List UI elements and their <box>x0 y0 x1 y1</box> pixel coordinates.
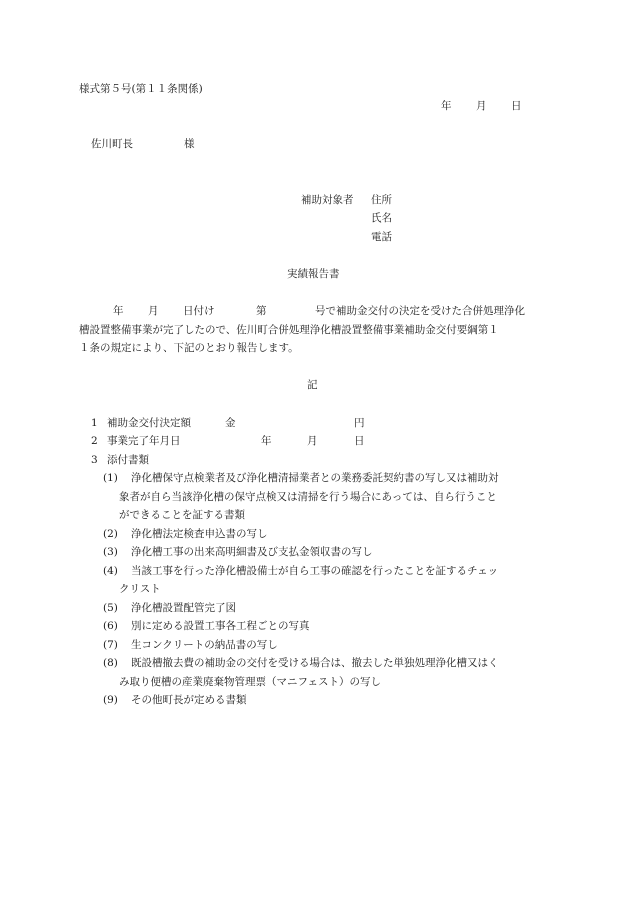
item2-month: 月 <box>307 435 318 447</box>
addressee-name: 佐川町長 <box>91 138 133 150</box>
name-label: 氏名 <box>371 212 392 224</box>
body-line2: 槽設置整備事業が完了したので、佐川町合併処理浄化槽設置整備事業補助金交付要綱第１ <box>79 324 499 336</box>
attachment-3-number: (3) <box>103 546 118 558</box>
item1-kin: 金 <box>225 417 236 429</box>
attachment-8-line-1: 既設槽撤去費の補助金の交付を受ける場合は、撤去した単独処理浄化槽又はく <box>131 657 499 669</box>
item1-label: 補助金交付決定額 <box>107 417 191 429</box>
body-line1-text: 号で補助金交付の決定を受けた合併処理浄化 <box>315 305 525 317</box>
attachment-7-line-1: 生コンクリートの納品書の写し <box>131 639 278 651</box>
body-dai: 第 <box>256 305 267 317</box>
item1-yen: 円 <box>354 417 365 429</box>
attachment-5-line-1: 浄化槽設置配管完了図 <box>131 602 236 614</box>
address-label: 住所 <box>371 194 392 206</box>
phone-label: 電話 <box>371 231 392 243</box>
attachment-1-number: (1) <box>103 472 118 484</box>
body-day-suffix: 日付け <box>183 305 215 317</box>
form-number: 様式第５号(第１１条関係) <box>79 83 203 95</box>
date-day: 日 <box>511 100 522 112</box>
attachment-8-line-2: み取り便槽の産業廃棄物管理票（マニフェスト）の写し <box>119 676 381 688</box>
attachment-1-line-2: 象者が自ら当該浄化槽の保守点検又は清掃を行う場合にあっては、自ら行うこと <box>119 491 497 503</box>
attachment-3-line-1: 浄化槽工事の出来高明細書及び支払金領収書の写し <box>131 546 373 558</box>
item2-year: 年 <box>261 435 272 447</box>
body-year: 年 <box>113 305 124 317</box>
attachment-4-line-1: 当該工事を行った浄化槽設備士が自ら工事の確認を行ったことを証するチェッ <box>131 565 499 577</box>
item2-label: 事業完了年月日 <box>107 435 181 447</box>
date-year: 年 <box>441 100 452 112</box>
attachment-9-number: (9) <box>103 694 118 706</box>
attachment-6-number: (6) <box>103 620 118 632</box>
document-title: 実績報告書 <box>287 268 340 280</box>
attachment-6-line-1: 別に定める設置工事各工程ごとの写真 <box>131 620 310 632</box>
addressee-honorific: 様 <box>184 138 195 150</box>
body-month: 月 <box>148 305 159 317</box>
applicant-label: 補助対象者 <box>301 194 354 206</box>
item2-number: 2 <box>91 435 98 447</box>
attachment-1-line-3: ができることを証する書類 <box>119 509 245 521</box>
attachment-7-number: (7) <box>103 639 118 651</box>
date-month: 月 <box>476 100 487 112</box>
item3-number: 3 <box>91 454 98 466</box>
attachment-2-line-1: 浄化槽法定検査申込書の写し <box>131 528 268 540</box>
attachment-4-number: (4) <box>103 565 118 577</box>
attachment-2-number: (2) <box>103 528 118 540</box>
ki-heading: 記 <box>307 379 318 391</box>
item2-day: 日 <box>354 435 365 447</box>
item1-number: 1 <box>91 417 98 429</box>
attachment-8-number: (8) <box>103 657 118 669</box>
attachment-4-line-2: クリスト <box>119 583 161 595</box>
item3-label: 添付書類 <box>107 454 149 466</box>
attachment-1-line-1: 浄化槽保守点検業者及び浄化槽清掃業者との業務委託契約書の写し又は補助対 <box>131 472 499 484</box>
attachment-5-number: (5) <box>103 602 118 614</box>
body-line3: １条の規定により、下記のとおり報告します。 <box>79 342 299 354</box>
attachment-9-line-1: その他町長が定める書類 <box>131 694 247 706</box>
